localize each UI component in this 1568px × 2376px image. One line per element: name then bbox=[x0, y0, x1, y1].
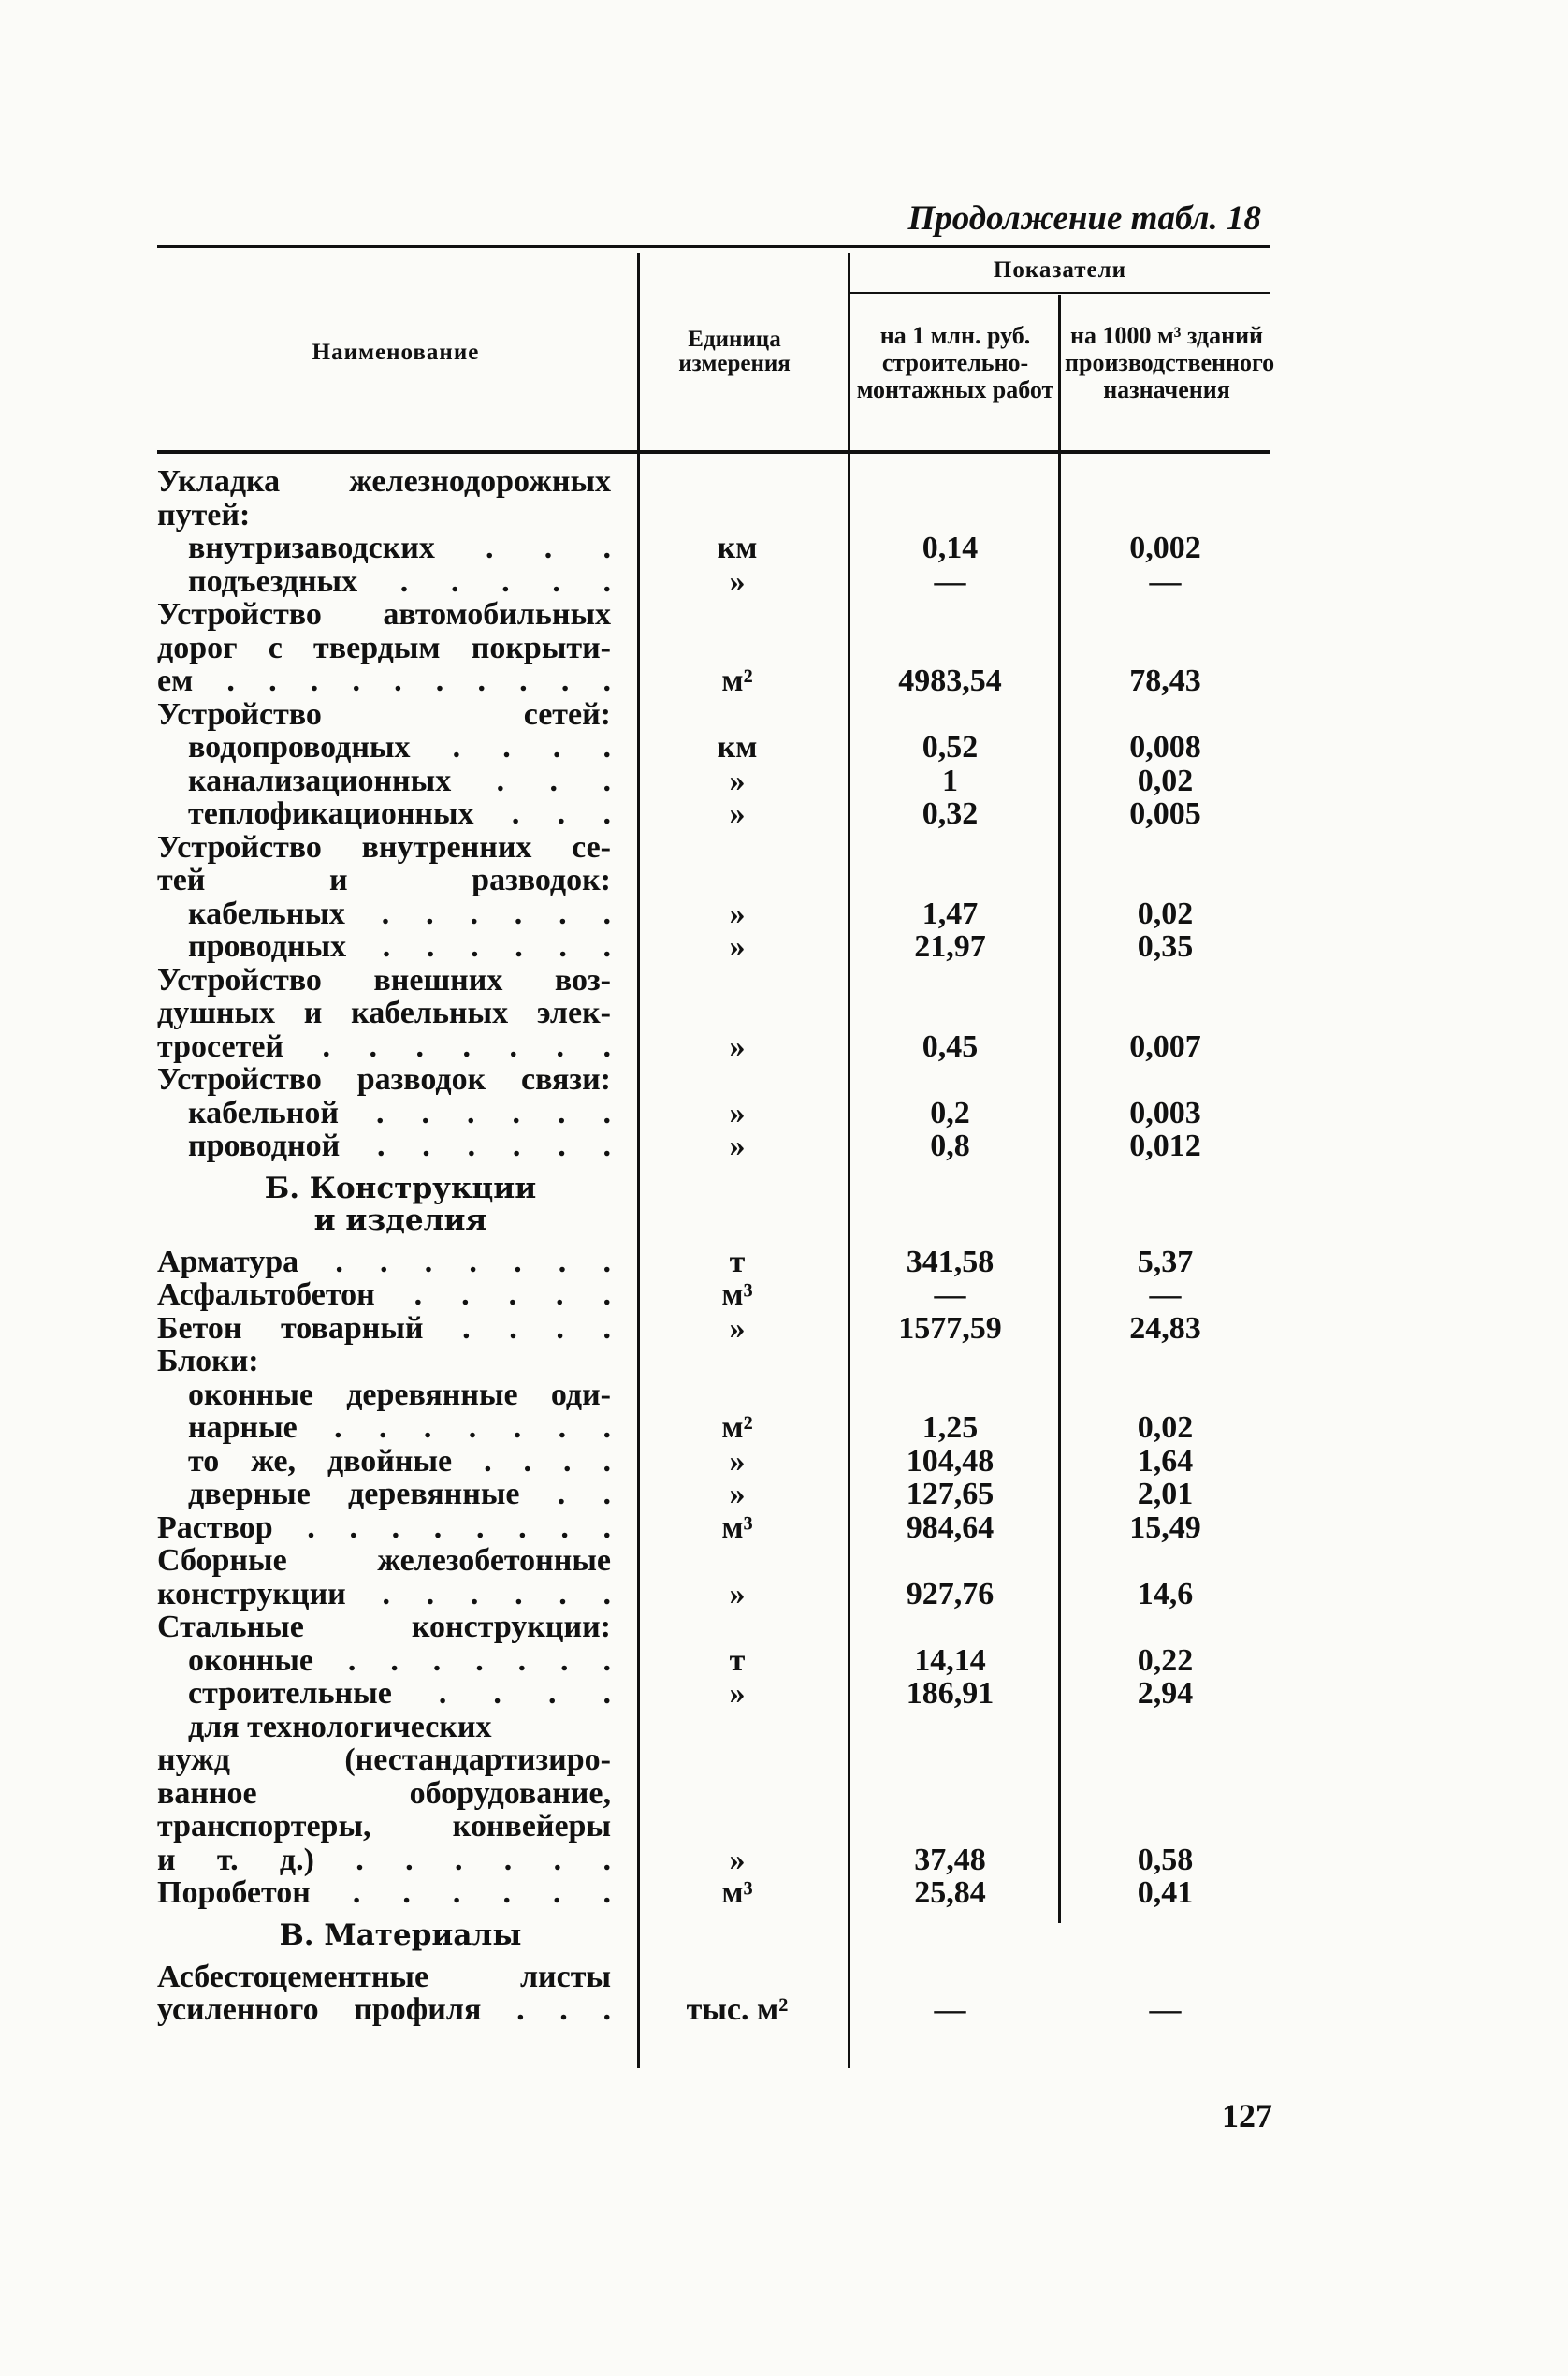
value-per-1000-cell: 0,02 bbox=[1137, 763, 1194, 798]
table-row bbox=[157, 464, 1270, 498]
table-row bbox=[157, 1510, 1270, 1544]
header-per-1000-m3: на 1000 м³ зданий производственного назначения bbox=[1065, 322, 1275, 404]
value-per-1000-cell: 1,64 bbox=[1137, 1443, 1194, 1479]
item-name: внутризаводских . . . bbox=[188, 531, 611, 565]
value-per-1000-cell: — bbox=[1149, 1277, 1182, 1312]
page-number: 127 bbox=[1222, 2097, 1272, 2135]
item-name: строительные . . . . bbox=[188, 1676, 611, 1711]
table-row bbox=[157, 863, 1270, 896]
unit-cell: т bbox=[729, 1642, 746, 1678]
unit-cell: км bbox=[717, 531, 758, 565]
table-row bbox=[157, 830, 1270, 864]
item-name: проводных . . . . . . bbox=[188, 929, 611, 964]
section-title: и изделия bbox=[313, 1203, 487, 1237]
table-body bbox=[157, 464, 1270, 2026]
table-row bbox=[157, 597, 1270, 631]
value-per-mln-cell: 927,76 bbox=[906, 1576, 995, 1611]
unit-cell: » bbox=[729, 796, 746, 831]
item-name: теплофикационных . . . bbox=[188, 796, 611, 831]
item-name: ем . . . . . . . . . . bbox=[157, 663, 611, 698]
unit-cell: тыс. м² bbox=[686, 1992, 789, 2027]
value-per-1000-cell: 0,35 bbox=[1137, 929, 1194, 964]
unit-cell: км bbox=[717, 730, 758, 765]
item-name: канализационных . . . bbox=[188, 763, 611, 798]
item-name: то же, двойные . . . . bbox=[188, 1443, 611, 1479]
table-row bbox=[157, 697, 1270, 731]
table-row bbox=[157, 1410, 1270, 1444]
table-row bbox=[157, 1610, 1270, 1643]
table-row bbox=[157, 1129, 1270, 1162]
section-heading bbox=[157, 1918, 1270, 1950]
table-row bbox=[157, 1029, 1270, 1063]
value-per-1000-cell: 0,58 bbox=[1137, 1842, 1194, 1877]
unit-cell: » bbox=[729, 763, 746, 798]
value-per-1000-cell: 5,37 bbox=[1137, 1244, 1194, 1279]
value-per-1000-cell: 0,41 bbox=[1137, 1875, 1194, 1910]
unit-cell: » bbox=[729, 1477, 746, 1511]
value-per-mln-cell: 186,91 bbox=[906, 1676, 995, 1711]
item-name: Арматура . . . . . . . bbox=[157, 1244, 611, 1279]
value-per-1000-cell: 0,22 bbox=[1137, 1642, 1194, 1678]
value-per-mln-cell: 1577,59 bbox=[898, 1310, 1002, 1346]
item-name: кабельной . . . . . . bbox=[188, 1095, 611, 1130]
row-spacer bbox=[157, 1950, 1270, 1960]
value-per-mln-cell: 0,8 bbox=[930, 1129, 970, 1163]
table-caption: Продолжение табл. 18 bbox=[907, 199, 1261, 238]
item-name: Бетон товарный . . . . bbox=[157, 1310, 611, 1346]
unit-cell: » bbox=[729, 1842, 746, 1877]
item-name: Поробетон . . . . . . bbox=[157, 1875, 611, 1910]
value-per-mln-cell: 37,48 bbox=[914, 1842, 986, 1877]
item-name: Асбестоцементные листы bbox=[157, 1959, 611, 1994]
unit-cell: » bbox=[729, 1129, 746, 1163]
section-heading bbox=[157, 1172, 1270, 1203]
item-name: Устройство внешних воз- bbox=[157, 962, 611, 998]
table-row bbox=[157, 896, 1270, 930]
table-row bbox=[157, 1543, 1270, 1577]
table-row bbox=[157, 531, 1270, 564]
value-per-mln-cell: 25,84 bbox=[914, 1875, 986, 1910]
value-per-mln-cell: 21,97 bbox=[914, 929, 986, 964]
item-name: и т. д.) . . . . . . bbox=[157, 1842, 611, 1877]
table-row bbox=[157, 764, 1270, 797]
value-per-mln-cell: 4983,54 bbox=[898, 663, 1002, 698]
table-row bbox=[157, 1742, 1270, 1776]
unit-cell: » bbox=[729, 896, 746, 931]
unit-cell: » bbox=[729, 1095, 746, 1130]
table-row bbox=[157, 1377, 1270, 1411]
item-name: дорог с твердым покрыти- bbox=[157, 630, 611, 665]
unit-cell: м³ bbox=[721, 1277, 753, 1312]
top-rule bbox=[157, 245, 1270, 248]
value-per-mln-cell: — bbox=[934, 563, 966, 599]
table-row bbox=[157, 1875, 1270, 1909]
table-row bbox=[157, 996, 1270, 1029]
table-row bbox=[157, 1477, 1270, 1510]
item-name: Стальные конструкции: bbox=[157, 1610, 611, 1644]
table-row bbox=[157, 1809, 1270, 1843]
table-row bbox=[157, 730, 1270, 764]
value-per-1000-cell: 24,83 bbox=[1129, 1310, 1201, 1346]
table-row bbox=[157, 1776, 1270, 1810]
table-row bbox=[157, 1277, 1270, 1311]
table-row bbox=[157, 1311, 1270, 1345]
table-row bbox=[157, 796, 1270, 830]
item-name: оконные деревянные оди- bbox=[188, 1377, 611, 1412]
row-spacer bbox=[157, 1909, 1270, 1918]
value-per-1000-cell: — bbox=[1149, 1992, 1182, 2027]
item-name: нужд (нестандартизиро- bbox=[157, 1742, 611, 1777]
table-row bbox=[157, 1992, 1270, 2026]
value-per-mln-cell: 0,2 bbox=[930, 1095, 970, 1130]
value-per-mln-cell: 0,32 bbox=[922, 796, 979, 831]
table-row bbox=[157, 1843, 1270, 1876]
value-per-1000-cell: 14,6 bbox=[1137, 1576, 1194, 1611]
unit-cell: » bbox=[729, 1443, 746, 1479]
value-per-mln-cell: — bbox=[934, 1992, 966, 2027]
row-spacer bbox=[157, 1162, 1270, 1172]
table-row bbox=[157, 1710, 1270, 1743]
header-indicators: Показатели bbox=[993, 257, 1127, 283]
value-per-1000-cell: 0,007 bbox=[1129, 1028, 1201, 1064]
table-row bbox=[157, 498, 1270, 532]
header-name: Наименование bbox=[312, 340, 480, 365]
item-name: Устройство автомобильных bbox=[157, 597, 611, 632]
item-name: транспортеры, конвейеры bbox=[157, 1809, 611, 1844]
value-per-1000-cell: 0,02 bbox=[1137, 896, 1194, 931]
value-per-mln-cell: — bbox=[934, 1277, 966, 1312]
item-name: ванное оборудование, bbox=[157, 1775, 611, 1811]
item-name: путей: bbox=[157, 497, 251, 532]
unit-cell: » bbox=[729, 1310, 746, 1346]
item-name: нарные . . . . . . . bbox=[188, 1410, 611, 1445]
unit-cell: » bbox=[729, 1676, 746, 1711]
item-name: Асфальтобетон . . . . . bbox=[157, 1277, 611, 1312]
item-name: тей и разводок: bbox=[157, 863, 611, 897]
item-name: Укладка железнодорожных bbox=[157, 464, 611, 499]
unit-cell: » bbox=[729, 1028, 746, 1064]
item-name: оконные . . . . . . . bbox=[188, 1642, 611, 1678]
value-per-1000-cell: 15,49 bbox=[1129, 1509, 1201, 1545]
item-name: для технологических bbox=[188, 1709, 492, 1744]
unit-cell: т bbox=[729, 1244, 746, 1279]
unit-cell: м³ bbox=[721, 1509, 753, 1545]
table-row bbox=[157, 663, 1270, 697]
table-row bbox=[157, 1096, 1270, 1130]
value-per-1000-cell: 0,002 bbox=[1129, 531, 1201, 565]
value-per-mln-cell: 0,52 bbox=[922, 730, 979, 765]
value-per-1000-cell: 2,01 bbox=[1137, 1477, 1194, 1511]
item-name: Устройство сетей: bbox=[157, 696, 611, 732]
table-row bbox=[157, 631, 1270, 664]
value-per-1000-cell: 0,005 bbox=[1129, 796, 1201, 831]
value-per-mln-cell: 127,65 bbox=[906, 1477, 995, 1511]
table-row bbox=[157, 564, 1270, 598]
header-per-mln-rub: на 1 млн. руб. строительно-монтажных работ bbox=[856, 322, 1054, 404]
unit-cell: » bbox=[729, 563, 746, 599]
table-row bbox=[157, 963, 1270, 997]
item-name: проводной . . . . . . bbox=[188, 1129, 611, 1163]
table-row bbox=[157, 1245, 1270, 1278]
value-per-1000-cell: 0,012 bbox=[1129, 1129, 1201, 1163]
value-per-1000-cell: 78,43 bbox=[1129, 663, 1201, 698]
unit-cell: м² bbox=[721, 1410, 753, 1445]
item-name: Блоки: bbox=[157, 1344, 259, 1378]
value-per-1000-cell: 0,02 bbox=[1137, 1410, 1194, 1445]
item-name: усиленного профиля . . . bbox=[157, 1992, 611, 2027]
table-row bbox=[157, 1344, 1270, 1377]
table-row bbox=[157, 1577, 1270, 1611]
section-title: Б. Конструкции bbox=[264, 1171, 537, 1205]
header-unit: Единица измерения bbox=[678, 327, 791, 377]
item-name: водопроводных . . . . bbox=[188, 730, 611, 765]
section-heading bbox=[157, 1203, 1270, 1235]
table-row bbox=[157, 1444, 1270, 1478]
unit-cell: м² bbox=[721, 663, 753, 698]
item-name: подъездных . . . . . bbox=[188, 563, 611, 599]
value-per-mln-cell: 1 bbox=[942, 763, 958, 798]
value-per-mln-cell: 1,47 bbox=[922, 896, 979, 931]
table-row bbox=[157, 1676, 1270, 1710]
item-name: конструкции . . . . . . bbox=[157, 1576, 611, 1611]
value-per-1000-cell: 2,94 bbox=[1137, 1676, 1194, 1711]
value-per-mln-cell: 14,14 bbox=[914, 1642, 986, 1678]
value-per-mln-cell: 0,45 bbox=[922, 1028, 979, 1064]
value-per-1000-cell: — bbox=[1149, 563, 1182, 599]
item-name: Раствор . . . . . . . . bbox=[157, 1509, 611, 1545]
table-row bbox=[157, 929, 1270, 963]
item-name: Сборные железобетонные bbox=[157, 1543, 611, 1578]
item-name: Устройство внутренних се- bbox=[157, 829, 611, 865]
item-name: дверные деревянные . . bbox=[188, 1477, 611, 1511]
header-bottom-rule bbox=[157, 450, 1270, 454]
indicators-rule bbox=[849, 292, 1270, 294]
section-title: В. Материалы bbox=[279, 1917, 522, 1952]
value-per-mln-cell: 0,14 bbox=[922, 531, 979, 565]
item-name: душных и кабельных элек- bbox=[157, 996, 611, 1030]
table-row bbox=[157, 1062, 1270, 1096]
value-per-mln-cell: 984,64 bbox=[906, 1509, 995, 1545]
unit-cell: » bbox=[729, 1576, 746, 1611]
value-per-1000-cell: 0,008 bbox=[1129, 730, 1201, 765]
value-per-mln-cell: 341,58 bbox=[906, 1244, 995, 1279]
value-per-1000-cell: 0,003 bbox=[1129, 1095, 1201, 1130]
row-spacer bbox=[157, 1235, 1270, 1245]
item-name: кабельных . . . . . . bbox=[188, 896, 611, 931]
item-name: тросетей . . . . . . . bbox=[157, 1028, 611, 1064]
value-per-mln-cell: 1,25 bbox=[922, 1410, 979, 1445]
unit-cell: м³ bbox=[721, 1875, 753, 1910]
value-per-mln-cell: 104,48 bbox=[906, 1443, 995, 1479]
item-name: Устройство разводок связи: bbox=[157, 1062, 611, 1097]
table-row bbox=[157, 1643, 1270, 1677]
table-row bbox=[157, 1960, 1270, 1993]
unit-cell: » bbox=[729, 929, 746, 964]
